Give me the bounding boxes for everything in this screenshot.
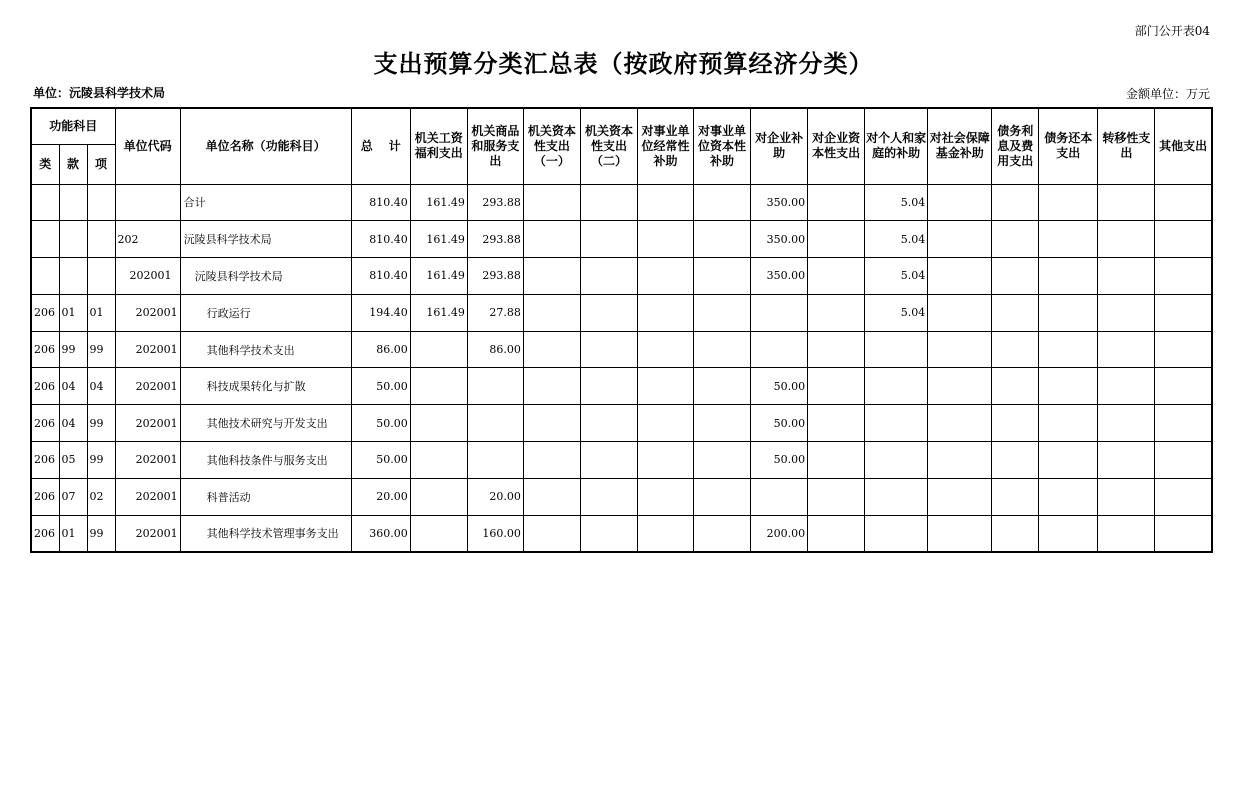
cell-value: 200.00 — [751, 515, 808, 552]
cell-lei: 206 — [31, 331, 59, 368]
cell-value — [467, 405, 523, 442]
table-row — [31, 331, 1212, 368]
cell-value — [410, 331, 467, 368]
cell-value — [1098, 258, 1155, 295]
cell-xiang — [87, 221, 115, 258]
cell-value — [992, 331, 1039, 368]
table-row — [31, 478, 1212, 515]
cell-value — [1155, 368, 1212, 405]
cell-value — [694, 221, 751, 258]
header-col: 对企业补助 — [751, 108, 808, 184]
cell-value — [523, 368, 580, 405]
cell-value — [523, 221, 580, 258]
cell-value — [808, 294, 865, 331]
cell-unit-name: 科技成果转化与扩散 — [180, 368, 351, 405]
cell-value — [808, 331, 865, 368]
cell-value — [1155, 515, 1212, 552]
table-row — [31, 221, 1212, 258]
cell-value — [694, 368, 751, 405]
unit-label: 单位：沅陵县科学技术局 — [33, 86, 166, 100]
cell-value — [1155, 331, 1212, 368]
cell-value: 5.04 — [865, 184, 928, 221]
cell-xiang: 99 — [87, 331, 115, 368]
cell-value — [1155, 478, 1212, 515]
cell-kuan: 01 — [59, 294, 87, 331]
budget-table — [30, 107, 1213, 553]
cell-value — [865, 515, 928, 552]
cell-value — [637, 368, 693, 405]
cell-value — [808, 515, 865, 552]
cell-value — [1098, 184, 1155, 221]
cell-value — [1098, 331, 1155, 368]
cell-value — [1155, 221, 1212, 258]
cell-unit-code: 202001 — [115, 515, 180, 552]
cell-value: 161.49 — [410, 294, 467, 331]
cell-unit-code: 202001 — [115, 331, 180, 368]
cell-total: 810.40 — [351, 184, 410, 221]
cell-unit-name: 其他科学技术管理事务支出 — [180, 515, 351, 552]
cell-xiang: 99 — [87, 442, 115, 479]
table-row — [31, 515, 1212, 552]
cell-value — [467, 442, 523, 479]
cell-value — [928, 515, 992, 552]
cell-lei: 206 — [31, 368, 59, 405]
cell-value: 350.00 — [751, 184, 808, 221]
cell-value — [694, 184, 751, 221]
cell-value — [928, 221, 992, 258]
cell-xiang: 01 — [87, 294, 115, 331]
cell-value — [1098, 294, 1155, 331]
cell-value: 50.00 — [751, 405, 808, 442]
cell-value: 20.00 — [467, 478, 523, 515]
cell-value: 161.49 — [410, 258, 467, 295]
table-row — [31, 405, 1212, 442]
cell-kuan: 01 — [59, 515, 87, 552]
cell-value — [523, 515, 580, 552]
cell-value — [580, 442, 637, 479]
cell-value — [928, 368, 992, 405]
cell-value — [637, 184, 693, 221]
cell-total: 50.00 — [351, 442, 410, 479]
cell-value — [1155, 184, 1212, 221]
cell-value — [1039, 221, 1098, 258]
header-col: 债务利息及费用支出 — [992, 108, 1039, 184]
cell-value: 293.88 — [467, 184, 523, 221]
cell-value — [865, 368, 928, 405]
cell-value — [523, 405, 580, 442]
cell-value — [410, 515, 467, 552]
page-title: 支出预算分类汇总表（按政府预算经济分类） — [373, 50, 874, 78]
cell-value — [865, 331, 928, 368]
header-col: 债务还本支出 — [1039, 108, 1098, 184]
cell-lei — [31, 184, 59, 221]
cell-value — [637, 405, 693, 442]
cell-value — [992, 294, 1039, 331]
cell-unit-code: 202001 — [115, 405, 180, 442]
cell-value: 293.88 — [467, 258, 523, 295]
header-col: 机关资本性支出（一） — [523, 108, 580, 184]
cell-value — [637, 478, 693, 515]
cell-value — [928, 294, 992, 331]
cell-value — [751, 478, 808, 515]
cell-value — [928, 184, 992, 221]
header-col: 其他支出 — [1155, 108, 1212, 184]
cell-value: 350.00 — [751, 258, 808, 295]
cell-value: 5.04 — [865, 221, 928, 258]
cell-value — [523, 184, 580, 221]
cell-value — [410, 405, 467, 442]
cell-value — [992, 258, 1039, 295]
cell-unit-name: 合计 — [180, 184, 351, 221]
cell-lei: 206 — [31, 294, 59, 331]
cell-value — [580, 258, 637, 295]
cell-value — [808, 368, 865, 405]
cell-lei: 206 — [31, 478, 59, 515]
cell-total: 360.00 — [351, 515, 410, 552]
cell-total: 20.00 — [351, 478, 410, 515]
cell-value — [808, 478, 865, 515]
cell-value — [1039, 184, 1098, 221]
cell-total: 50.00 — [351, 405, 410, 442]
cell-value — [580, 405, 637, 442]
cell-value — [580, 184, 637, 221]
cell-value — [865, 478, 928, 515]
cell-value — [1155, 405, 1212, 442]
cell-value — [1155, 258, 1212, 295]
table-row — [31, 258, 1212, 295]
cell-value — [694, 405, 751, 442]
table-row — [31, 294, 1212, 331]
cell-value — [637, 442, 693, 479]
cell-value: 50.00 — [751, 368, 808, 405]
cell-value — [1039, 368, 1098, 405]
cell-value: 293.88 — [467, 221, 523, 258]
cell-value: 5.04 — [865, 294, 928, 331]
cell-unit-code: 202001 — [115, 294, 180, 331]
cell-value — [928, 258, 992, 295]
header-func-subject: 功能科目 — [31, 108, 115, 144]
cell-value — [865, 442, 928, 479]
cell-value — [808, 221, 865, 258]
cell-value: 50.00 — [751, 442, 808, 479]
cell-value — [928, 405, 992, 442]
cell-value — [751, 294, 808, 331]
table-row — [31, 368, 1212, 405]
header-col: 对事业单位资本性补助 — [694, 108, 751, 184]
cell-value — [1039, 478, 1098, 515]
header-unit-code: 单位代码 — [115, 108, 180, 184]
cell-value — [1039, 405, 1098, 442]
cell-unit-code: 202001 — [115, 442, 180, 479]
cell-value — [1039, 258, 1098, 295]
cell-value — [808, 442, 865, 479]
cell-kuan — [59, 221, 87, 258]
cell-kuan: 07 — [59, 478, 87, 515]
cell-total: 194.40 — [351, 294, 410, 331]
cell-lei: 206 — [31, 405, 59, 442]
cell-unit-code: 202001 — [115, 478, 180, 515]
cell-value — [928, 478, 992, 515]
cell-value — [694, 258, 751, 295]
cell-kuan: 05 — [59, 442, 87, 479]
cell-lei: 206 — [31, 442, 59, 479]
cell-unit-code: 202001 — [115, 258, 180, 295]
cell-value: 27.88 — [467, 294, 523, 331]
cell-value — [992, 405, 1039, 442]
header-xiang: 项 — [87, 144, 115, 184]
cell-value — [467, 368, 523, 405]
cell-value — [1098, 221, 1155, 258]
cell-value — [1039, 294, 1098, 331]
cell-value — [410, 478, 467, 515]
cell-value — [808, 405, 865, 442]
cell-value — [637, 515, 693, 552]
cell-value — [928, 331, 992, 368]
cell-kuan — [59, 184, 87, 221]
cell-total: 86.00 — [351, 331, 410, 368]
cell-unit-name: 科普活动 — [180, 478, 351, 515]
amount-unit-label: 金额单位：万元 — [1125, 87, 1210, 101]
cell-value — [1098, 478, 1155, 515]
cell-value — [580, 221, 637, 258]
cell-value: 350.00 — [751, 221, 808, 258]
cell-total: 810.40 — [351, 221, 410, 258]
cell-value — [1098, 368, 1155, 405]
cell-value — [580, 294, 637, 331]
header-col: 机关工资福利支出 — [410, 108, 467, 184]
cell-value — [523, 258, 580, 295]
header-col: 转移性支出 — [1098, 108, 1155, 184]
cell-value — [694, 331, 751, 368]
cell-kuan: 04 — [59, 405, 87, 442]
cell-value — [580, 478, 637, 515]
header-col: 对个人和家庭的补助 — [865, 108, 928, 184]
cell-xiang: 02 — [87, 478, 115, 515]
cell-value — [808, 184, 865, 221]
cell-value — [1039, 442, 1098, 479]
cell-kuan: 04 — [59, 368, 87, 405]
cell-value — [1039, 515, 1098, 552]
cell-value — [637, 221, 693, 258]
cell-value — [1155, 442, 1212, 479]
cell-value — [694, 294, 751, 331]
cell-xiang: 99 — [87, 405, 115, 442]
cell-value — [523, 442, 580, 479]
cell-kuan — [59, 258, 87, 295]
cell-value — [1098, 405, 1155, 442]
cell-xiang: 99 — [87, 515, 115, 552]
cell-unit-code: 202 — [115, 221, 180, 258]
cell-value: 160.00 — [467, 515, 523, 552]
cell-value — [992, 368, 1039, 405]
cell-unit-name: 沅陵县科学技术局 — [180, 221, 351, 258]
cell-value — [580, 331, 637, 368]
cell-value — [523, 294, 580, 331]
cell-value — [580, 515, 637, 552]
header-total-char-2: 计 — [388, 138, 401, 153]
cell-value — [523, 478, 580, 515]
cell-lei: 206 — [31, 515, 59, 552]
cell-value — [1098, 515, 1155, 552]
cell-value — [410, 442, 467, 479]
cell-total: 50.00 — [351, 368, 410, 405]
cell-unit-code: 202001 — [115, 368, 180, 405]
cell-lei — [31, 221, 59, 258]
cell-value: 5.04 — [865, 258, 928, 295]
cell-value: 161.49 — [410, 184, 467, 221]
cell-value — [694, 515, 751, 552]
cell-value — [637, 258, 693, 295]
cell-value — [992, 184, 1039, 221]
table-row — [31, 442, 1212, 479]
cell-value — [992, 442, 1039, 479]
cell-value — [992, 515, 1039, 552]
cell-value — [637, 331, 693, 368]
cell-xiang: 04 — [87, 368, 115, 405]
cell-unit-name: 沅陵县科学技术局 — [180, 258, 351, 295]
cell-value — [637, 294, 693, 331]
header-col: 对社会保障基金补助 — [928, 108, 992, 184]
cell-value — [751, 331, 808, 368]
cell-unit-name: 其他科学技术支出 — [180, 331, 351, 368]
cell-unit-name: 其他技术研究与开发支出 — [180, 405, 351, 442]
cell-value: 86.00 — [467, 331, 523, 368]
header-col: 对事业单位经常性补助 — [637, 108, 693, 184]
cell-value — [1098, 442, 1155, 479]
cell-value: 161.49 — [410, 221, 467, 258]
cell-value — [694, 442, 751, 479]
cell-value — [410, 368, 467, 405]
cell-value — [523, 331, 580, 368]
cell-total: 810.40 — [351, 258, 410, 295]
cell-unit-name: 其他科技条件与服务支出 — [180, 442, 351, 479]
header-col: 机关资本性支出（二） — [580, 108, 637, 184]
table-row — [31, 184, 1212, 221]
cell-value — [992, 221, 1039, 258]
header-total — [351, 108, 410, 184]
budget-table-body — [31, 184, 1212, 552]
cell-unit-code — [115, 184, 180, 221]
cell-value — [928, 442, 992, 479]
header-lei: 类 — [31, 144, 59, 184]
cell-value — [808, 258, 865, 295]
header-total-char-1: 总 — [360, 138, 373, 153]
cell-value — [992, 478, 1039, 515]
cell-xiang — [87, 184, 115, 221]
header-unit-name: 单位名称（功能科目） — [180, 108, 351, 184]
header-kuan: 款 — [59, 144, 87, 184]
header-col: 机关商品和服务支出 — [467, 108, 523, 184]
cell-value — [694, 478, 751, 515]
cell-value — [580, 368, 637, 405]
header-col: 对企业资本性支出 — [808, 108, 865, 184]
cell-value — [1155, 294, 1212, 331]
cell-value — [1039, 331, 1098, 368]
cell-unit-name: 行政运行 — [180, 294, 351, 331]
cell-kuan: 99 — [59, 331, 87, 368]
header-row-1 — [31, 108, 1212, 144]
cell-xiang — [87, 258, 115, 295]
form-number: 部门公开表04 — [1134, 24, 1210, 38]
cell-lei — [31, 258, 59, 295]
cell-value — [865, 405, 928, 442]
